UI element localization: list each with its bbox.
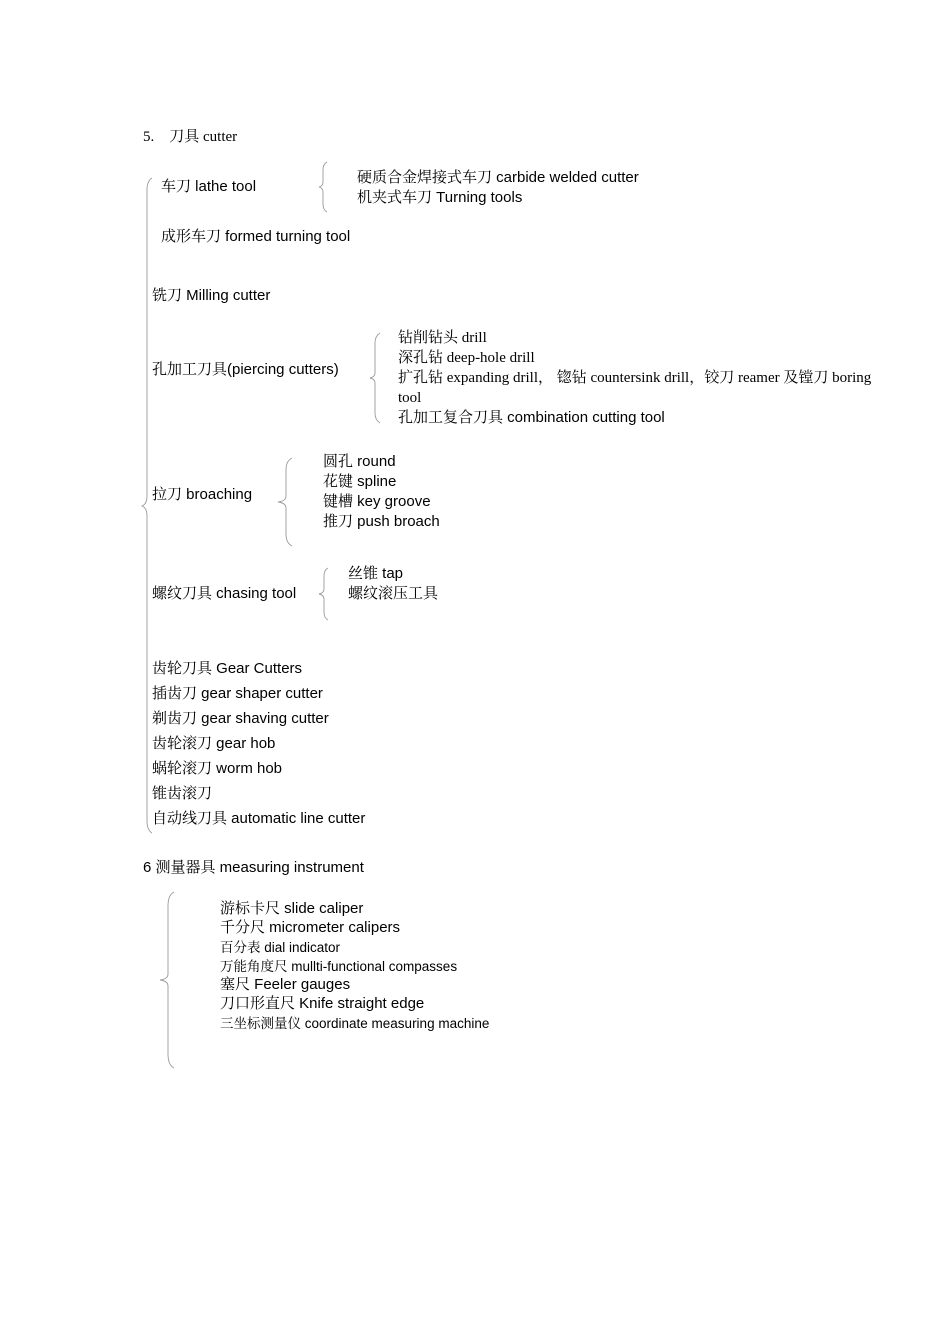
measuring-item: 游标卡尺 slide caliper [220, 900, 364, 917]
measuring-item: 百分表 dial indicator [220, 940, 341, 955]
gear-cutter-item: 插齿刀 gear shaper cutter [152, 685, 323, 702]
piercing-item: 钻削钻头 drill [398, 330, 487, 346]
piercing-cutters-label: 孔加工刀具(piercing cutters) [152, 361, 339, 378]
gear-cutter-item: 齿轮滚刀 gear hob [152, 735, 276, 752]
gear-cutter-item: 锥齿滚刀 [152, 785, 213, 802]
piercing-cutters-brace [368, 333, 382, 423]
chasing-tool-brace [318, 568, 330, 620]
section-heading-cutter: 5. 刀具 cutter [143, 129, 238, 145]
gear-cutter-item: 自动线刀具 automatic line cutter [152, 810, 366, 827]
measuring-item: 千分尺 micrometer calipers [220, 919, 401, 936]
broaching-item: 推刀 push broach [323, 513, 440, 530]
measuring-item: 塞尺 Feeler gauges [220, 976, 351, 993]
broaching-item: 花键 spline [323, 473, 397, 490]
formed-turning-tool: 成形车刀 formed turning tool [161, 228, 351, 245]
lathe-tool-item: 硬质合金焊接式车刀 carbide welded cutter [357, 169, 639, 186]
broaching-item: 键槽 key groove [323, 493, 431, 510]
milling-cutter: 铣刀 Milling cutter [152, 287, 271, 304]
measuring-brace [158, 892, 176, 1068]
piercing-item: 扩孔钻 expanding drill， 锪钻 countersink drill，铰刀 reamer 及镗刀 boring [398, 370, 872, 386]
measuring-item: 刀口形直尺 Knife straight edge [220, 995, 425, 1012]
section-heading-measuring: 6 测量器具 measuring instrument [143, 859, 364, 876]
gear-cutter-item: 齿轮刀具 Gear Cutters [152, 660, 303, 677]
measuring-item: 三坐标测量仪 coordinate measuring machine [220, 1016, 490, 1031]
lathe-tool-item: 机夹式车刀 Turning tools [357, 189, 523, 206]
piercing-item-wrap: tool [398, 390, 422, 406]
broaching-item: 圆孔 round [323, 453, 396, 470]
broaching-label: 拉刀 broaching [152, 486, 253, 503]
chasing-tool-item: 丝锥 tap [348, 565, 404, 582]
gear-cutter-item: 蜗轮滚刀 worm hob [152, 760, 283, 777]
chasing-tool-item: 螺纹滚压工具 [348, 585, 439, 602]
gear-cutter-item: 剃齿刀 gear shaving cutter [152, 710, 329, 727]
lathe-tool-label: 车刀 lathe tool [161, 178, 257, 195]
piercing-item: 深孔钻 deep-hole drill [398, 350, 535, 366]
measuring-item: 万能角度尺 mullti-functional compasses [220, 959, 458, 974]
chasing-tool-label: 螺纹刀具 chasing tool [152, 585, 297, 602]
broaching-brace [276, 458, 294, 546]
piercing-item: 孔加工复合刀具 combination cutting tool [398, 409, 665, 426]
lathe-tool-brace [318, 162, 330, 212]
